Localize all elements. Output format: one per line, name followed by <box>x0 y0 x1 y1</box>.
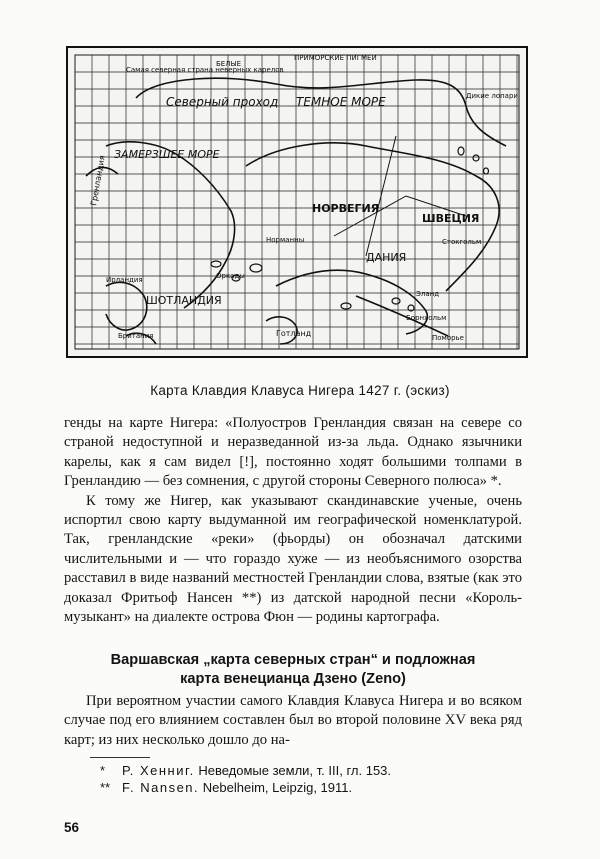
map-figure <box>66 46 528 358</box>
map-sketch <box>66 46 528 358</box>
map-label-norway: НОРВЕГИЯ <box>312 202 380 215</box>
map-label-stockholm: Стокгольм <box>442 238 482 246</box>
footnote-author: F. Nansen. <box>122 780 200 795</box>
map-label-north-passage: Северный проход <box>166 95 279 109</box>
map-label-gotland: Готланд <box>276 329 312 338</box>
map-label-northern-strip: Самая северная страна неверных карелов <box>126 66 284 74</box>
section-heading-line-2: карта венецианца Дзено (Zeno) <box>180 671 406 687</box>
map-label-white: БЕЛЫЕ <box>216 60 242 68</box>
footnote-author: Р. Хенниг. <box>122 763 195 778</box>
main-text <box>64 414 522 627</box>
paragraph-3: При вероятном участии самого Клавдия Клавуса Нигера и во всяком случае под его влиянием составлен был во второй половине XV века ряд карт; из них несколько дошло до на- <box>64 693 522 748</box>
map-label-sweden: ШВЕЦИЯ <box>422 212 480 225</box>
map-label-dark-sea: ТЕМНОЕ МОРЕ <box>296 95 386 109</box>
map-label-bornholm: Борнхольм <box>406 314 447 322</box>
map-label-denmark: ДАНИЯ <box>366 251 407 264</box>
map-label-normans: Норманны <box>266 236 305 244</box>
map-label-frozen-sea: ЗАМЕРЗШЕЕ МОРЕ <box>114 148 220 161</box>
footnote-2 <box>100 779 520 796</box>
section-heading-line-1: Варшавская „карта северных стран“ и подложная <box>110 652 476 668</box>
map-label-orkney: Оркады <box>216 272 245 280</box>
map-label-pomerania: Поморье <box>432 334 464 342</box>
map-label-scotland: ШОТЛАНДИЯ <box>146 294 222 307</box>
figure-caption: Карта Клавдия Клавуса Нигера 1427 г. (эскиз) <box>150 383 450 398</box>
map-label-elande: Эланд <box>416 290 440 298</box>
section-heading <box>64 651 522 689</box>
footnote-marker: ** <box>100 780 111 795</box>
map-label-wild-lapps: Дикие лопари <box>466 92 518 100</box>
footnote-text: Неведомые земли, т. III, гл. 153. <box>194 763 392 778</box>
map-frame <box>67 47 527 357</box>
map-label-britain: Британия <box>118 332 154 340</box>
paragraph-1: генды на карте Нигера: «Полуостров Гренландия связан на севере со страной недоступной и неразведанной из-за льда. Однако язычники карелы, как я сам видел [!], постоянно ходят большими толпами в Гренландию — без сомнения, с другой стороны Северного полюса» *. <box>64 415 522 490</box>
main-text-continued <box>64 692 522 750</box>
footnote-rule <box>90 757 150 758</box>
footnote-marker: * <box>100 763 106 778</box>
paragraph-2: К тому же Нигер, как указывают скандинавские ученые, очень испортил свою карту выдуманной им географической номенклатурой. Так, гренландские «реки» (фьорды) он обозначал датскими числительными и — что гораздо хуже — из необъяснимого озорства расставил в виде названий местностей Гренландии слова, взятые (как это доказал Фритьоф Нансен **) из датской народной песни «Король-музыкант» на диалекте острова Фюн — родины картографа. <box>64 492 522 626</box>
page-number: 56 <box>64 820 80 835</box>
map-label-ireland: Ирландия <box>106 276 143 284</box>
footnote-1 <box>100 762 520 779</box>
map-label-pygmies: ПРИМОРСКИЕ ПИГМЕИ <box>294 54 377 62</box>
map-label-greenland: Гренландия <box>89 154 107 207</box>
footnote-text: Nebelheim, Leipzig, 1911. <box>199 780 353 795</box>
